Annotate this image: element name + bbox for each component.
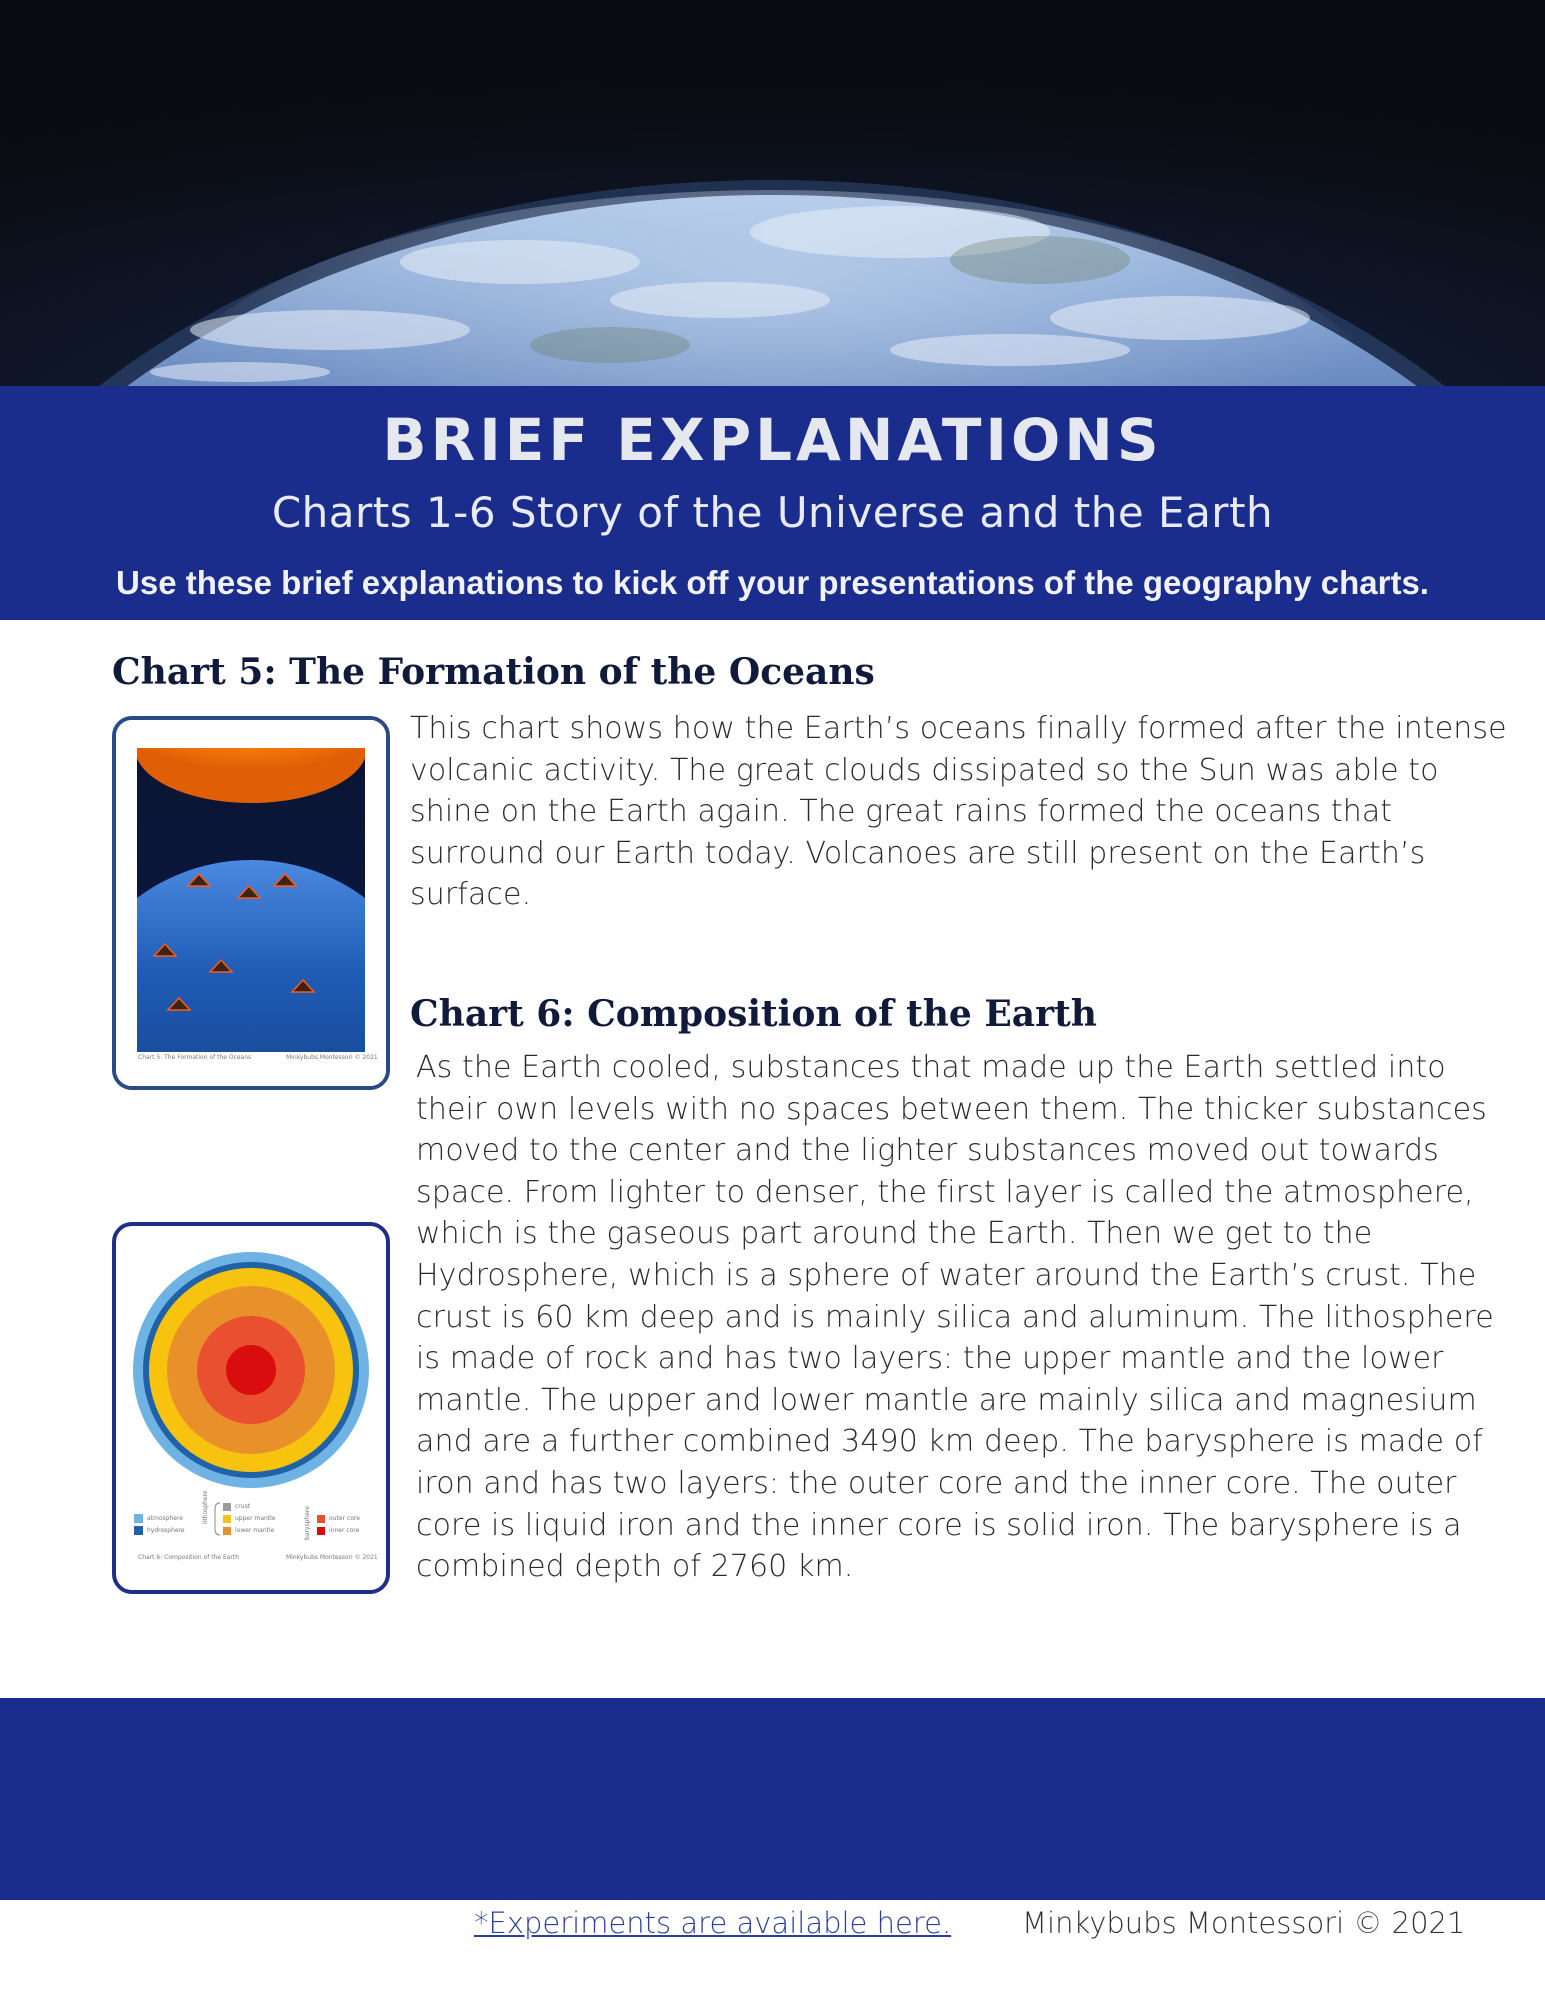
chart-6-caption: Chart 6: Composition of the Earth [138,1554,240,1561]
inner-core-layer [226,1345,276,1395]
experiments-link[interactable]: *Experiments are available here. [474,1906,952,1940]
legend-lower-mantle: lower mantle [235,1527,275,1534]
page-subtitle: Charts 1-6 Story of the Universe and the Earth [271,488,1274,537]
chart-5-credit: Minkybubs Montessori © 2021 [286,1054,378,1061]
legend-lithosphere: lithosphere [202,1490,209,1524]
chart-6-heading: Chart 6: Composition of the Earth [410,993,1097,1035]
chart-6-thumbnail [112,1222,390,1594]
chart-5-heading: Chart 5: The Formation of the Oceans [112,651,875,693]
legend-atmosphere: atmosphere [147,1515,183,1522]
chart-6-credit: Minkybubs Montessori © 2021 [286,1554,378,1561]
legend-inner-core: inner core [329,1527,360,1534]
legend-crust: crust [235,1503,251,1510]
copyright-credit: Minkybubs Montessori © 2021 [1022,1906,1466,1940]
chart-6-description: As the Earth cooled, substances that made up the Earth settled into their own levels with no spaces between them. The thicker substances moved to the center and the lighter substances moved out towards space. From lighter to denser, the first layer is called the atmosphere, which is the gaseous part around the Earth. Then we get to the Hydrosphere, which is a sphere of water around the Earth’s crust. The crust is 60 km deep and is mainly silica and aluminum. The lithosphere is made of rock and has two layers: the upper mantle and the lower mantle. The upper and lower mantle are mainly silica and magnesium and are a further combined 3490 km deep. The barysphere is made of iron and has two layers: the outer core and the inner core. The outer core is liquid iron and the inner core is solid iron. The barysphere is a combined depth of 2760 km. [416,1050,1494,1585]
legend-barysphere: barysphere [304,1506,311,1540]
footer-band [0,1698,1545,1900]
title-band [0,386,1545,620]
legend-upper-mantle: upper mantle [235,1515,276,1522]
intro-note: Use these brief explanations to kick off your presentations of the geography charts. [116,564,1429,601]
chart-5-description: This chart shows how the Earth’s oceans finally formed after the intense volcanic activity. The great clouds dissipated so the Sun was able to shine on the Earth again. The great rains formed the oceans that surround our Earth today. Volcanoes are still present on the Earth’s surface. [410,711,1507,913]
legend-hydrosphere: hydrosphere [147,1527,185,1534]
page-title: BRIEF EXPLANATIONS [382,406,1163,474]
chart-5-thumbnail [112,716,390,1090]
legend-outer-core: outer core [329,1515,360,1522]
earth-from-space-banner [0,0,1545,386]
chart-5-caption: Chart 5: The Formation of the Oceans [138,1054,252,1061]
